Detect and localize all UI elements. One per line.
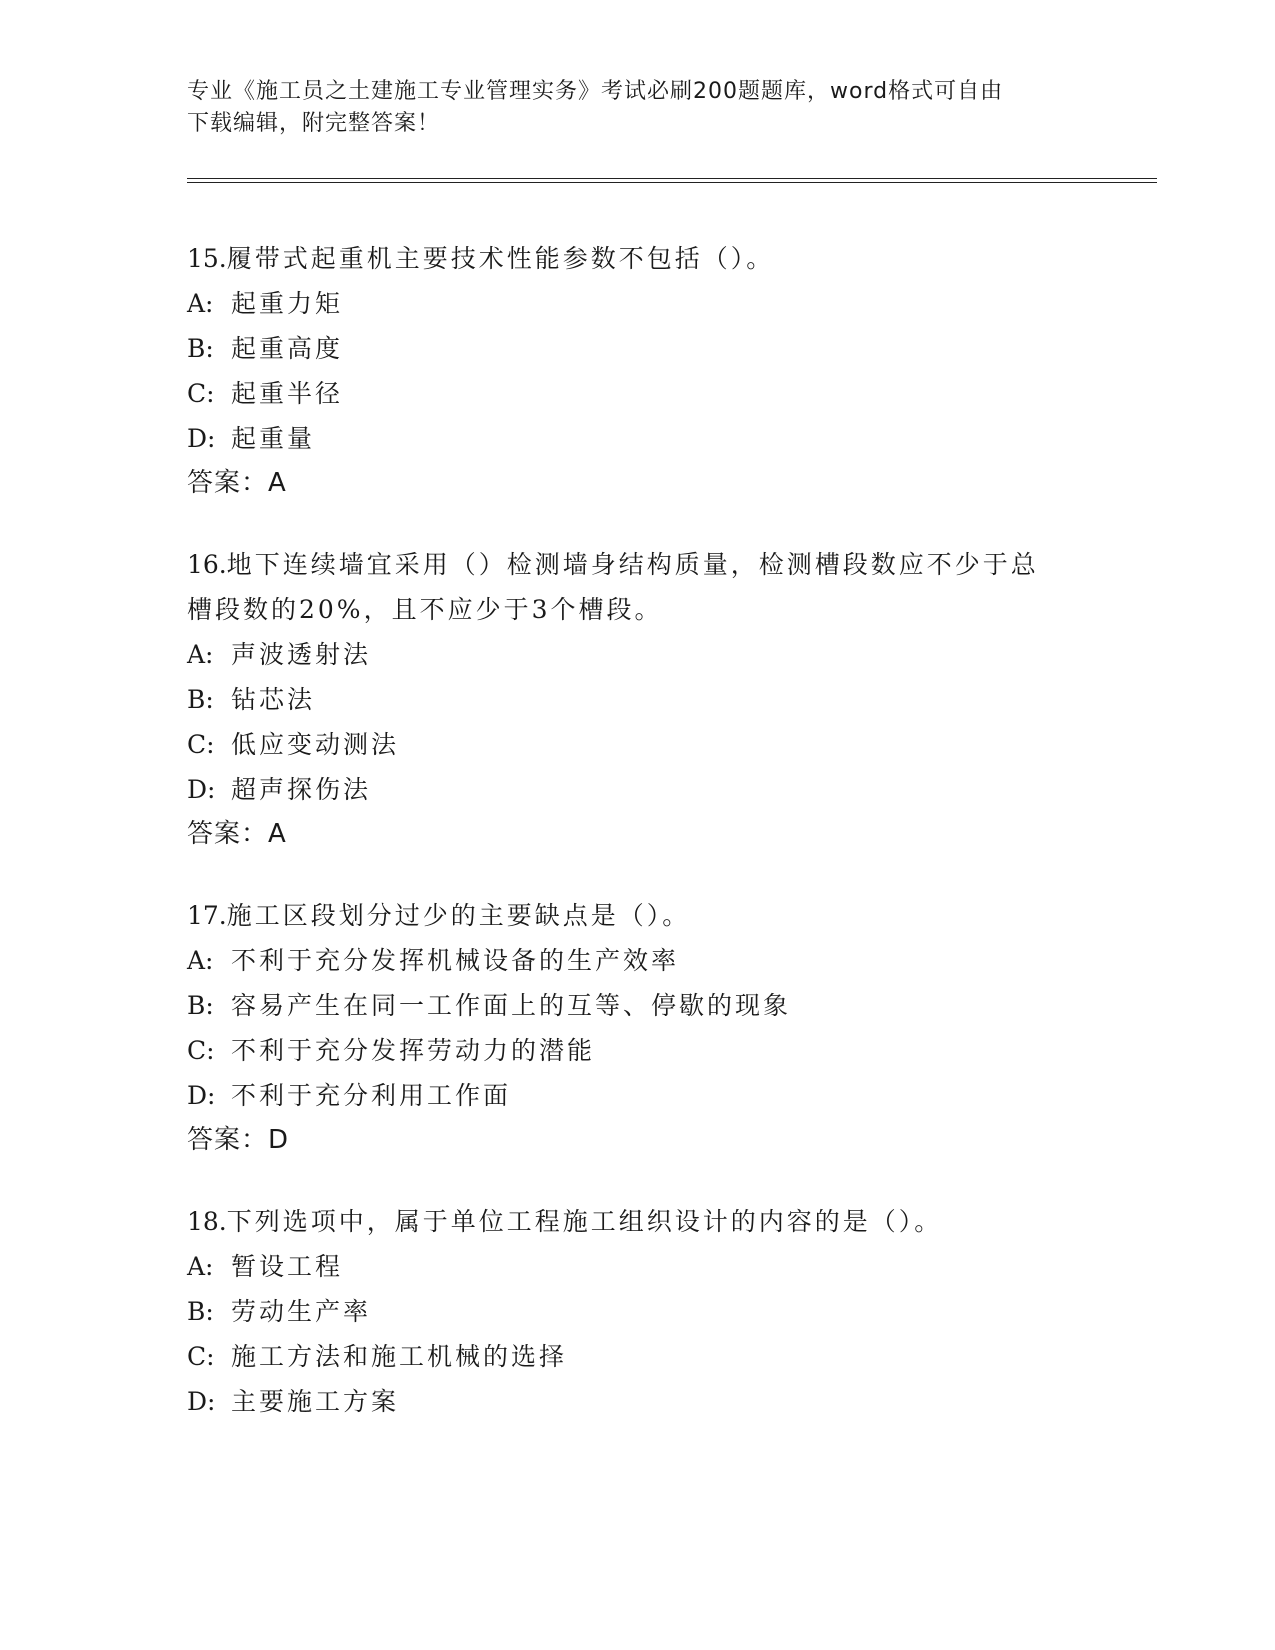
document-header [187, 76, 1067, 140]
option-text: 暂设工程 [231, 1252, 344, 1281]
option-d [187, 416, 1127, 461]
option-letter: B: [187, 334, 214, 363]
answer-line [187, 1118, 1127, 1163]
option-text: 低应变动测法 [231, 730, 400, 759]
option-text: 声波透射法 [231, 640, 372, 669]
option-text: 起重半径 [231, 379, 344, 408]
option-d [187, 767, 1127, 812]
question-stem [187, 893, 1127, 938]
option-letter: D: [187, 775, 216, 804]
option-b [187, 677, 1127, 722]
question-17 [187, 893, 1127, 1163]
option-letter: C: [187, 1036, 215, 1065]
question-number: 15. [187, 244, 227, 273]
option-a [187, 938, 1127, 983]
option-text: 施工方法和施工机械的选择 [231, 1342, 568, 1371]
option-text: 钻芯法 [231, 685, 316, 714]
option-c [187, 1028, 1127, 1073]
option-d [187, 1379, 1127, 1424]
option-letter: A: [187, 946, 214, 975]
option-text: 不利于充分发挥劳动力的潜能 [231, 1036, 596, 1065]
option-text: 劳动生产率 [231, 1297, 372, 1326]
option-text: 主要施工方案 [231, 1387, 400, 1416]
option-letter: C: [187, 379, 215, 408]
option-letter: D: [187, 1387, 216, 1416]
option-b [187, 1289, 1127, 1334]
question-number: 17. [187, 901, 227, 930]
option-b [187, 326, 1127, 371]
question-number: 18. [187, 1207, 227, 1236]
option-c [187, 1334, 1127, 1379]
option-a [187, 281, 1127, 326]
option-letter: C: [187, 730, 215, 759]
option-letter: B: [187, 685, 214, 714]
header-line-2: 下载编辑，附完整答案！ [187, 111, 441, 136]
option-a [187, 1244, 1127, 1289]
answer-label: 答案： [187, 468, 269, 498]
answer-line [187, 812, 1127, 857]
question-15 [187, 236, 1127, 506]
header-double-rule [187, 178, 1157, 183]
option-letter: B: [187, 991, 214, 1020]
question-stem [187, 542, 1127, 587]
option-text: 起重高度 [231, 334, 344, 363]
option-text: 容易产生在同一工作面上的互等、停歇的现象 [231, 991, 792, 1020]
answer-value: A [268, 468, 287, 498]
option-c [187, 371, 1127, 416]
option-a [187, 632, 1127, 677]
question-text: 履带式起重机主要技术性能参数不包括（）。 [226, 244, 775, 273]
option-letter: A: [187, 289, 214, 318]
question-18 [187, 1199, 1127, 1424]
option-letter: B: [187, 1297, 214, 1326]
option-letter: A: [187, 1252, 214, 1281]
option-letter: A: [187, 640, 214, 669]
question-stem [187, 236, 1127, 281]
option-b [187, 983, 1127, 1028]
question-16 [187, 542, 1127, 857]
question-text: 施工区段划分过少的主要缺点是（）。 [226, 901, 691, 930]
answer-line [187, 461, 1127, 506]
option-text: 不利于充分利用工作面 [231, 1081, 512, 1110]
header-line-1: 专业《施工员之土建施工专业管理实务》考试必刷200题题库，word格式可自由 [187, 79, 1004, 104]
answer-value: D [268, 1125, 290, 1155]
question-stem [187, 1199, 1127, 1244]
option-text: 起重力矩 [231, 289, 344, 318]
option-text: 超声探伤法 [231, 775, 372, 804]
question-list [187, 236, 1127, 1460]
question-number: 16. [187, 550, 227, 579]
option-d [187, 1073, 1127, 1118]
option-letter: D: [187, 1081, 216, 1110]
answer-label: 答案： [187, 1125, 269, 1155]
option-text: 起重量 [231, 424, 316, 453]
question-stem-continued: 槽段数的20%，且不应少于3个槽段。 [187, 595, 663, 624]
option-letter: C: [187, 1342, 215, 1371]
answer-value: A [268, 819, 287, 849]
option-c [187, 722, 1127, 767]
question-text: 地下连续墙宜采用（）检测墙身结构质量，检测槽段数应不少于总 [226, 550, 1039, 579]
option-letter: D: [187, 424, 216, 453]
answer-label: 答案： [187, 819, 269, 849]
question-text: 下列选项中，属于单位工程施工组织设计的内容的是（）。 [226, 1207, 943, 1236]
option-text: 不利于充分发挥机械设备的生产效率 [231, 946, 680, 975]
